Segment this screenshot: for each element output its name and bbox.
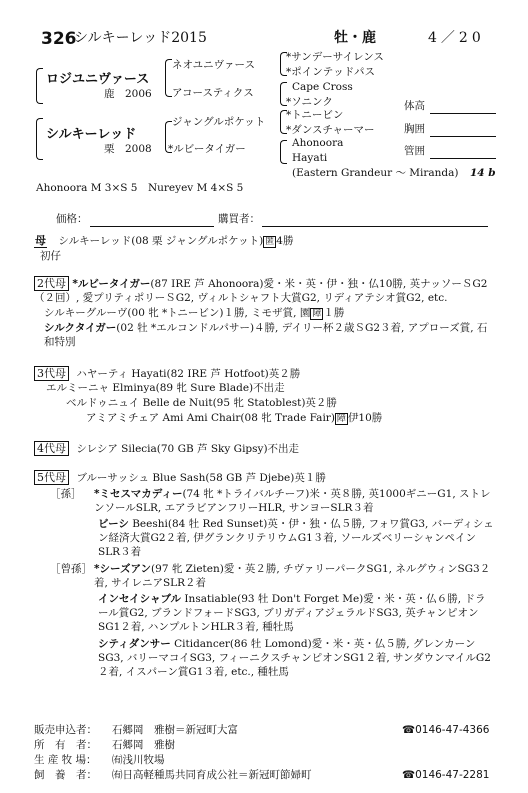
g3-child-3-mark: 障 — [336, 414, 346, 424]
seller-phone: ☎0146-47-4366 — [402, 724, 490, 736]
sd-sire: Cape Cross — [292, 81, 353, 93]
dam-name: シルキーレッド — [46, 127, 137, 142]
g3-child-1: エルミーニャ Elminya(89 牝 Sure Blade)不出走 — [46, 382, 285, 394]
buyer-field[interactable] — [262, 226, 488, 227]
family-number: 14 b — [470, 167, 496, 179]
dam-info: 栗 2008 — [104, 143, 152, 155]
ds-sire: *トニービン — [286, 109, 344, 121]
sex-color: 牡・鹿 — [334, 30, 376, 46]
breeder-label: 生 産 牧 場： — [34, 754, 97, 766]
g3-child-3-text: アミアミチェア Ami Ami Chair(08 牝 Trade Fair) — [86, 412, 335, 424]
keeper-label: 飼 養 者： — [34, 769, 97, 781]
ss-sire: *サンデーサイレンス — [286, 51, 384, 63]
g2-child-1 — [44, 306, 344, 320]
g3-line — [34, 366, 300, 381]
dd-note: (Eastern Grandeur ～ Miranda) — [292, 167, 459, 179]
grandchildren-tag: ［孫］ — [50, 488, 82, 500]
ss-dam: *ポインテッドパス — [286, 66, 376, 78]
height-label: 体高 — [404, 100, 425, 112]
g3-child-3-wins: 伊10勝 — [347, 412, 383, 424]
dam-brace — [36, 118, 43, 160]
price-label: 価格： — [56, 213, 88, 225]
g2-child-2 — [44, 321, 488, 349]
g3-text: ハヤーティ Hayati(82 IRE 芦 Hotfoot)英２勝 — [76, 368, 301, 380]
s2-entry — [98, 517, 494, 560]
keeper-phone: ☎0146-47-2281 — [402, 769, 490, 781]
h2-name: インセイシャブル — [98, 593, 182, 605]
girth-label: 胸囲 — [404, 123, 425, 135]
sire-dam: アコースティクス — [172, 87, 254, 99]
dam-sire: ジャングルポケット — [172, 116, 266, 128]
s2-name: ビーシ — [98, 518, 129, 530]
h1-text: (97 牝 Zieten)愛・英２勝, チヴァリーパークSG1, ネルグウィンSG3２着, サイレニアSLR２着 — [94, 563, 491, 590]
s1-name: *ミセスマカディー — [94, 488, 183, 500]
g4-tag: 4代母 — [34, 441, 69, 456]
sire-name: ロジユニヴァース — [46, 72, 150, 87]
sire-sire-brace — [165, 59, 172, 97]
lot-number: 326 — [41, 29, 77, 49]
dam-tag: 母 — [35, 234, 46, 247]
s1-text: (74 牝 *トライバルチーフ)米・英８勝, 英1000ギニーG1, ストレンソールSLR, エアラビアンフリーHLR, サンヨーSLR３着 — [94, 488, 491, 515]
g5-text: ブルーサッシュ Blue Sash(58 GB 芦 Djebe)英１勝 — [76, 472, 326, 484]
h1-name: *シーズアン — [94, 563, 152, 575]
g4-text: シレシア Silecia(70 GB 芦 Sky Gipsy)不出走 — [76, 443, 300, 455]
dam-first: 初仔 — [40, 250, 61, 262]
sire-brace — [36, 68, 43, 104]
dam-line: シルキーレッド(08 栗 ジャングルポケット) — [58, 235, 264, 247]
g2-text: (87 IRE 芦 Ahonoora)愛・米・英・伊・独・仏10勝, 英ナッソーＳG2（２回）, 愛プリティポリーＳG2, ヴィルトシャフト大賞G2, リディアテシオ賞G2, etc. — [34, 278, 488, 305]
breeder-value: ㈲浅川牧場 — [112, 754, 165, 766]
buyer-label: 購買者： — [218, 213, 260, 225]
dam-section — [34, 234, 293, 248]
h3-entry — [98, 637, 494, 680]
price-field[interactable] — [90, 226, 214, 227]
g2-child-2-name: シルクタイガー — [44, 322, 117, 334]
g2-child-1-wins: １勝 — [323, 307, 345, 319]
g3-child-3 — [86, 411, 382, 425]
seller-value: 石郷岡 雅樹＝新冠町大富 — [112, 724, 238, 736]
s1-entry — [94, 487, 494, 515]
g2-block — [34, 276, 494, 305]
g2-child-2-text: (02 牡 *エルコンドルパサー)４勝, デイリー杯２歳ＳG2３着, アプローズ賞, 石和特別 — [44, 322, 488, 349]
keeper-value: ㈲日高軽種馬共同育成公社＝新冠町節婦町 — [112, 769, 312, 781]
sire-sire: ネオユニヴァース — [172, 59, 255, 71]
birth-date: 4／20 — [428, 30, 485, 46]
g3-tag: 3代母 — [34, 366, 69, 381]
h1-entry — [94, 562, 494, 590]
g5-line — [34, 470, 326, 485]
h3-name: シティダンサー — [98, 638, 171, 650]
dam-dam: *ルビータイガー — [168, 143, 246, 155]
h2-entry — [98, 592, 494, 635]
dd-brace — [280, 140, 287, 164]
inbreeding: Ahonoora M 3×S 5 Nureyev M 4×S 5 — [36, 182, 244, 194]
g2-child-1-mark: 障 — [312, 309, 322, 319]
g4-line — [34, 441, 299, 456]
sire-info: 鹿 2006 — [104, 88, 152, 100]
h3-text: Citidancer(86 牡 Lomond)愛・米・英・仏５勝, グレンカーンSG3, バリーマコイSG3, フィーニクスチャンピオンSG1２着, サンダウンマイルG2２着, イスパーン賞G1３着, etc., 種牡馬 — [98, 638, 491, 679]
g2-child-1-text: シルキーグルーヴ(00 牝 *トニービン)１勝, ミモザ賞, 園 — [44, 307, 311, 319]
dam-mark: 匿 — [265, 237, 275, 247]
g5-tag: 5代母 — [34, 470, 69, 485]
g2-tag: 2代母 — [34, 276, 69, 291]
g3-child-2: ベルドゥニュイ Belle de Nuit(95 牝 Statoblest)英２勝 — [66, 397, 337, 409]
height-field[interactable] — [430, 113, 496, 114]
s2-text: Beeshi(84 牡 Red Sunset)英・伊・独・仏５勝, フォワ賞G3, バーディシェン経済大賞G2２着, 伊グランクリテリウムG1３着, ソールズベリーシャンペインSLR３着 — [98, 518, 494, 559]
h2-text: Insatiable(93 牡 Don't Forget Me)愛・米・英・仏６勝, ドラール賞G2, ブランドフォードSG3, ブリガディアジェラルドSG3, 英チャンピオンSG1２着, ハンプルトンHLR３着, 種牡馬 — [98, 593, 486, 634]
dd-sire: Ahonoora — [292, 137, 344, 149]
dam-wins: 4勝 — [276, 235, 294, 247]
seller-label: 販売申込者： — [34, 724, 97, 736]
sd-dam: *ソニンク — [286, 96, 333, 108]
g2-name: *ルビータイガー — [72, 278, 151, 290]
great-grandchildren-tag: ［曾孫］ — [50, 563, 92, 575]
girth-field[interactable] — [430, 136, 496, 137]
ds-dam: *ダンスチャーマー — [286, 124, 375, 136]
horse-name: シルキーレッド2015 — [74, 30, 207, 46]
cannon-label: 管囲 — [404, 145, 425, 157]
dd-dam: Hayati — [292, 152, 328, 164]
cannon-field[interactable] — [430, 158, 496, 159]
owner-label: 所 有 者： — [34, 739, 97, 751]
owner-value: 石郷岡 雅樹 — [112, 739, 175, 751]
